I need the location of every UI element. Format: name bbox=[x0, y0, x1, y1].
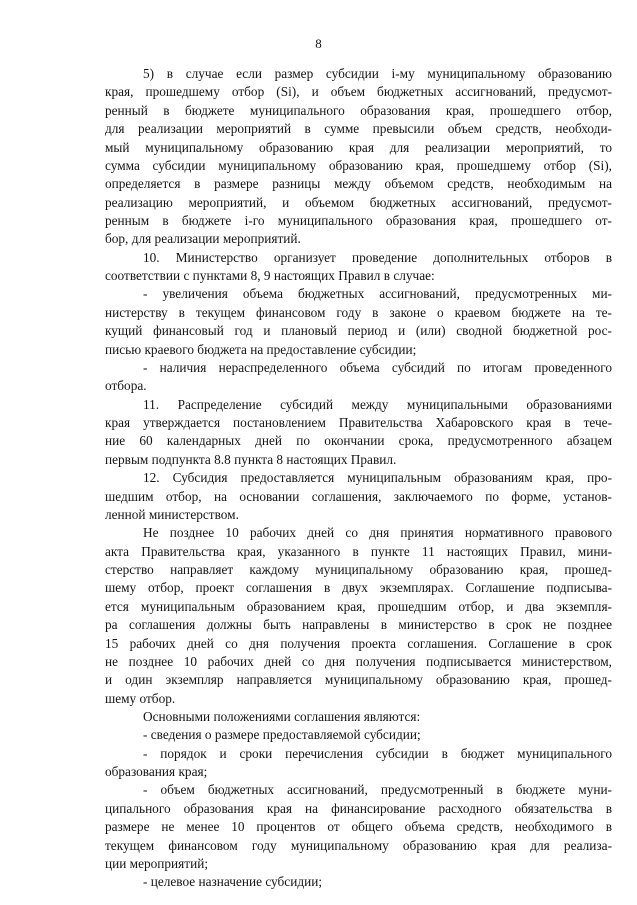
text-line: шедшим отбор, на основании соглашения, заключаемого по форме, установ- bbox=[105, 488, 612, 504]
text-line: ра соглашения должны быть направлены в министерство в срок не позднее bbox=[105, 617, 612, 633]
text-line: 10. Министерство организует проведение дополнительных отборов в bbox=[143, 249, 612, 265]
text-line: первым подпункта 8.8 пункта 8 настоящих Правил. bbox=[105, 451, 397, 467]
text-line: писью краевого бюджета на предоставление субсидии; bbox=[105, 341, 417, 357]
text-line: ции мероприятий; bbox=[105, 855, 209, 871]
text-line: края, прошедшему отбор (Si), и объем бюджетных ассигнований, предусмот- bbox=[105, 84, 612, 100]
text-line: нистерству в текущем финансовом году в законе о краевом бюджете на те- bbox=[105, 304, 612, 320]
text-line: текущем финансовом году муниципальному образованию края для реализа- bbox=[105, 837, 612, 853]
text-line: ренным в бюджете i-го муниципального образования края, прошедшего от- bbox=[105, 213, 612, 228]
text-line: бор, для реализации мероприятий. bbox=[105, 231, 301, 247]
text-line: 11. Распределение субсидий между муниципальными образованиями bbox=[143, 396, 612, 412]
text-line: ленной министерством. bbox=[105, 506, 239, 522]
text-line: края утверждается постановлением Правительства Хабаровского края в тече- bbox=[105, 415, 612, 430]
text-line: - порядок и сроки перечисления субсидии в бюджет муниципального bbox=[143, 745, 612, 761]
text-line: ется муниципальным образованием края, прошедшим отбор, и два экземпля- bbox=[105, 598, 612, 614]
text-line: - наличия нераспределенного объема субсидий по итогам проведенного bbox=[143, 359, 612, 375]
text-line: акта Правительства края, указанного в пункте 11 настоящих Правил, мини- bbox=[105, 543, 612, 559]
text-line: 15 рабочих дней со дня получения проекта соглашения. Соглашение в срок bbox=[105, 635, 612, 651]
text-line: 5) в случае если размер субсидии i-му муниципальному образованию bbox=[143, 66, 612, 81]
text-line: сумма субсидии муниципальному образованию края, прошедшему отбор (Si), bbox=[105, 157, 612, 173]
text-line: ренный в бюджете муниципального образования края, прошедшего отбор, bbox=[105, 102, 612, 118]
text-line: шему отбор. bbox=[105, 690, 176, 706]
text-line: и один экземпляр направляется муниципальному образованию края, прошед- bbox=[105, 672, 612, 688]
text-line: размере не менее 10 процентов от общего объема средств, необходимого в bbox=[105, 819, 612, 835]
text-line: для реализации мероприятий в сумме превысили объем средств, необходи- bbox=[105, 121, 612, 137]
text-line: ципального образования края на финансирование расходного обязательства в bbox=[105, 800, 612, 816]
text-line: - объем бюджетных ассигнований, предусмотренный в бюджете муни- bbox=[143, 782, 612, 798]
text-line: определяется в размере разницы между объемом средств, необходимым на bbox=[105, 176, 612, 192]
text-line: отбора. bbox=[105, 378, 147, 394]
text-line: стерство направляет каждому муниципальному образованию края, прошед- bbox=[105, 562, 612, 577]
text-line: - целевое назначение субсидии; bbox=[143, 874, 323, 890]
text-line: образования края; bbox=[105, 764, 208, 780]
text-line: соответствии с пунктами 8, 9 настоящих Правил в случае: bbox=[105, 268, 435, 284]
text-line: - сведения о размере предоставляемой субсидии; bbox=[143, 727, 421, 743]
text-line: ние 60 календарных дней по окончании срока, предусмотренного абзацем bbox=[105, 433, 612, 449]
text-line: Не позднее 10 рабочих дней со дня принятия нормативного правового bbox=[143, 525, 612, 541]
text-line: кущий финансовый год и плановый период и (или) сводной бюджетной рос- bbox=[105, 323, 612, 339]
text-line: не позднее 10 рабочих дней со дня получения подписывается министерством, bbox=[105, 653, 612, 669]
page-number: 8 bbox=[315, 36, 322, 51]
text-line: 12. Субсидия предоставляется муниципальным образованиям края, про- bbox=[143, 470, 612, 486]
text-line: мый муниципальному образованию края для реализации мероприятий, то bbox=[105, 139, 612, 155]
text-line: - увеличения объема бюджетных ассигнований, предусмотренных ми- bbox=[143, 286, 612, 302]
text-line: шему отбор, проект соглашения в двух экземплярах. Соглашение подписыва- bbox=[105, 580, 612, 596]
text-line: реализацию мероприятий, и объемом бюджетных ассигнований, предусмот- bbox=[105, 194, 612, 210]
text-line: Основными положениями соглашения являются: bbox=[143, 709, 421, 724]
